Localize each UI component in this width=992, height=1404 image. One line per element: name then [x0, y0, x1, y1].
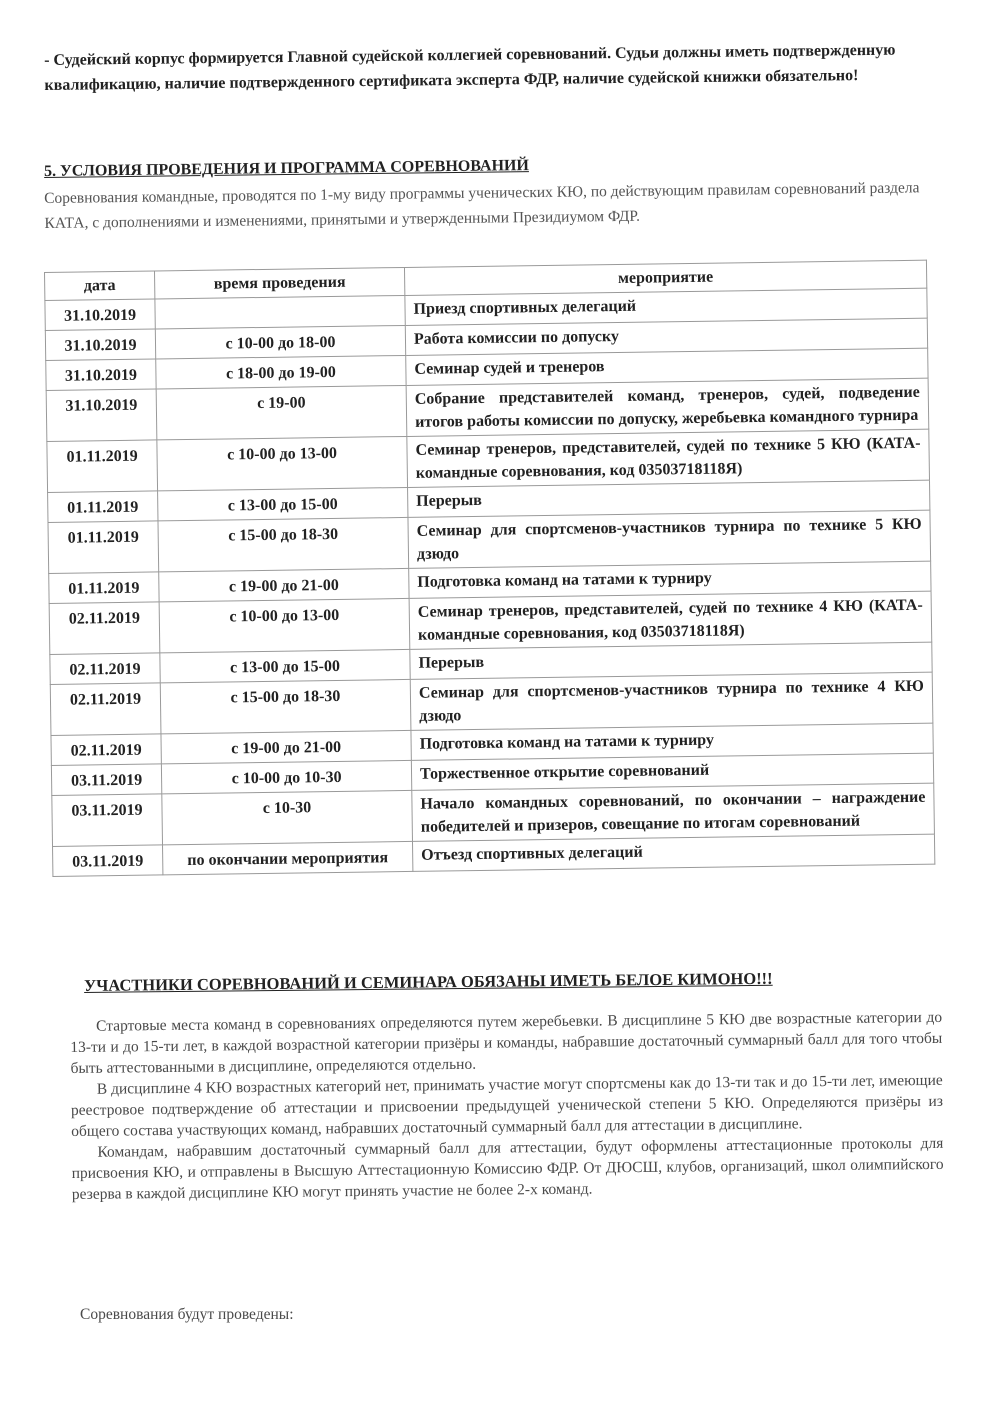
row-date: 31.10.2019: [45, 329, 155, 361]
row-date: 03.11.2019: [52, 794, 163, 847]
row-date: 31.10.2019: [45, 299, 155, 331]
row-event: Приезд спортивных делегаций: [405, 288, 927, 325]
row-event: Начало командных соревнований, по окончании – награждение победителей и призеров, совещание по итогам соревнований: [412, 783, 935, 841]
schedule-table-wrapper: [44, 260, 934, 877]
row-time: с 10-00 до 13-00: [159, 598, 410, 652]
schedule-body: [45, 288, 935, 876]
row-time: с 10-00 до 13-00: [157, 436, 408, 490]
header-date: дата: [45, 271, 155, 301]
row-event: Перерыв: [410, 642, 932, 679]
row-date: 01.11.2019: [47, 440, 158, 493]
row-time: с 19-00 до 21-00: [161, 730, 411, 763]
row-event: Перерыв: [408, 480, 930, 517]
row-time: [155, 295, 405, 328]
row-date: 02.11.2019: [50, 653, 160, 685]
row-date: 02.11.2019: [51, 734, 161, 766]
row-time: с 18-00 до 19-00: [156, 355, 406, 388]
row-time: с 10-00 до 10-30: [161, 760, 411, 793]
row-event: Работа комиссии по допуску: [405, 318, 927, 355]
row-date: 02.11.2019: [49, 602, 160, 655]
row-time: с 19-00: [156, 385, 407, 439]
row-time: с 13-00 до 15-00: [160, 649, 410, 682]
row-date: 03.11.2019: [53, 845, 163, 877]
judges-requirement-text: - Судейский корпус формируется Главной судейской коллегией соревнований. Судьи должны иметь подтвержденную квалификацию, наличие подтвержденного сертификата эксперта ФДР, наличие судейской книжки обязательно!: [44, 41, 896, 94]
row-event: Торжественное открытие соревнований: [411, 753, 933, 790]
row-time: с 10-00 до 18-00: [155, 325, 405, 358]
row-date: 31.10.2019: [46, 359, 156, 391]
row-time: с 15-00 до 18-30: [160, 679, 411, 733]
row-event: Собрание представителей команд, тренеров, судей, подведение итогов работы комиссии по допуску, жеребьевка командного турнира: [406, 378, 929, 436]
row-date: 02.11.2019: [50, 683, 161, 736]
row-date: 01.11.2019: [49, 572, 159, 604]
row-event: Семинар тренеров, представителей, судей по технике 4 КЮ (КАТА-командные соревнования, код 03503718118Я): [409, 591, 932, 649]
section-title: 5. УСЛОВИЯ ПРОВЕДЕНИЯ И ПРОГРАММА СОРЕВНОВАНИЙ: [44, 157, 529, 180]
kimono-notice: УЧАСТНИКИ СОРЕВНОВАНИЙ И СЕМИНАРА ОБЯЗАНЫ ИМЕТЬ БЕЛОЕ КИМОНО!!!: [84, 968, 773, 995]
row-event: Семинар тренеров, представителей, судей по технике 5 КЮ (КАТА-командные соревнования, код 03503718118Я): [407, 429, 930, 487]
row-time: с 19-00 до 21-00: [159, 568, 409, 601]
row-event: Подготовка команд на татами к турниру: [411, 723, 933, 760]
header-time: время проведения: [154, 267, 404, 298]
section-description: Соревнования командные, проводятся по 1-му виду программы ученических КЮ, по действующим правилам соревнований раздела КАТА, с дополнениями и изменениями, принятыми и утвержденными Президиумом ФДР.: [44, 179, 920, 232]
row-event: Семинар судей и тренеров: [406, 348, 928, 385]
row-time: с 15-00 до 18-30: [158, 517, 409, 571]
row-date: 31.10.2019: [46, 389, 157, 442]
row-event: Отъезд спортивных делегаций: [412, 834, 934, 871]
ending-text: Соревнования будут проведены:: [80, 1306, 294, 1323]
row-event: Подготовка команд на татами к турниру: [409, 561, 931, 598]
row-date: 03.11.2019: [51, 764, 161, 796]
rules-paragraphs: [70, 1007, 944, 1205]
row-event: Семинар для спортсменов-участников турнира по технике 4 КЮ дзюдо: [410, 672, 933, 730]
schedule-table: [44, 260, 935, 877]
row-date: 01.11.2019: [48, 491, 158, 523]
row-time: по окончании мероприятия: [163, 841, 413, 874]
paragraph: Стартовые места команд в соревнованиях определяются путем жеребьевки. В дисциплине 5 КЮ две возрастные категории до 13-ти и до 15-ти лет, в каждой возрастной категории призёры и команды, набравшие достаточный суммарный балл для того чтобы быть аттестованными в дисциплине, определяются отдельно.: [70, 1008, 943, 1077]
header-event: мероприятие: [404, 260, 926, 295]
row-date: 01.11.2019: [48, 521, 159, 574]
paragraph: Командам, набравшим достаточный суммарный балл для аттестации, будут оформлены аттестационные протоколы для присвоения КЮ, и отправлены в Высшую Аттестационную Комиссию ФДР. От ДЮСШ, клубов, организаций, школ олимпийского резерва в каждой дисциплине КЮ могут принять участие не более 2-х команд.: [71, 1134, 944, 1203]
row-event: Семинар для спортсменов-участников турнира по технике 5 КЮ дзюдо: [408, 510, 931, 568]
row-time: с 13-00 до 15-00: [158, 487, 408, 520]
row-time: с 10-30: [162, 790, 413, 844]
paragraph: В дисциплине 4 КЮ возрастных категорий нет, принимать участие могут спортсмены как до 13-ти так и до 15-ти лет, имеющие реестровое подтверждение об аттестации и присвоении предыдущей ученической степени 5 КЮ. Определяются призёры из общего состава участвующих команд, набравших достаточный суммарный балл для аттестации в дисциплине.: [70, 1071, 944, 1140]
